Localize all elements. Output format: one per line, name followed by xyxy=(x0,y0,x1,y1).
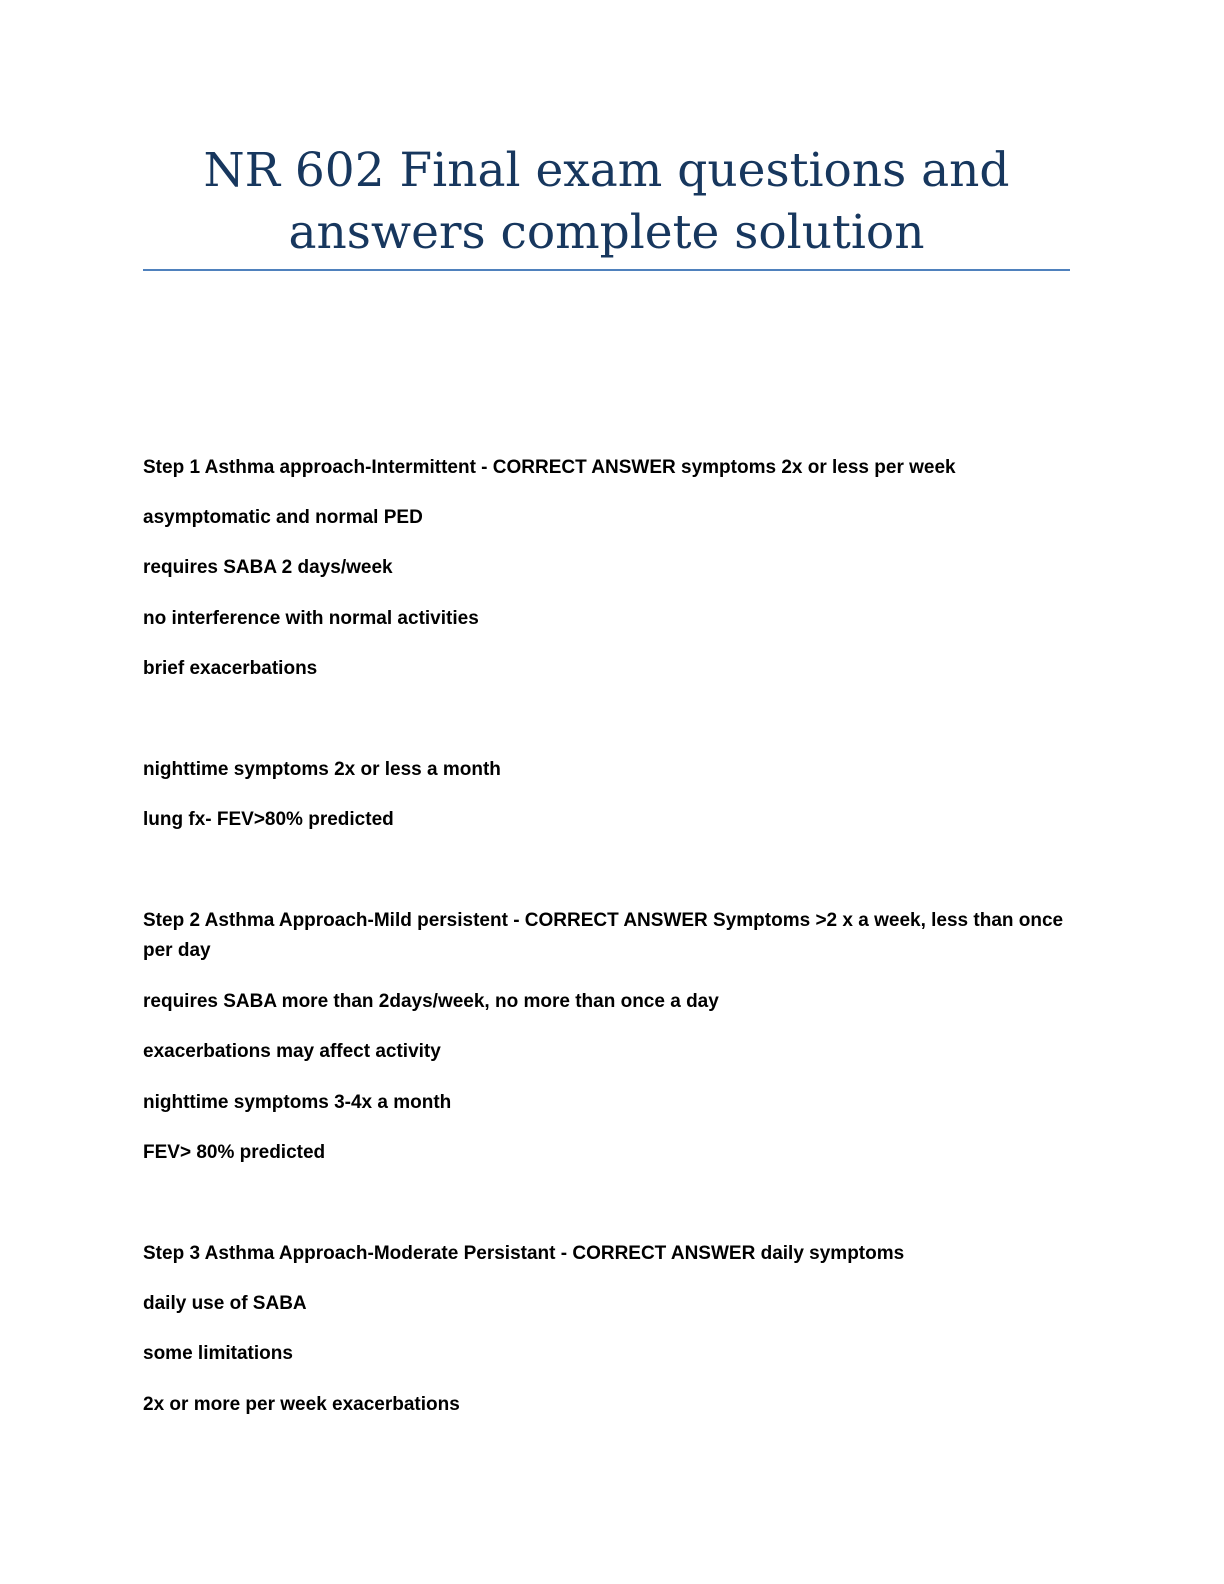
step-2-answer-line: exacerbations may affect activity xyxy=(143,1041,441,1062)
step-1-answer-line: brief exacerbations xyxy=(143,658,318,679)
step-1-answer-line: asymptomatic and normal PED xyxy=(143,507,423,528)
step-3-answer-line: some limitations xyxy=(143,1343,293,1364)
step-3-answer-line: daily use of SABA xyxy=(143,1293,307,1314)
step-1-answer-line: nighttime symptoms 2x or less a month xyxy=(143,759,501,780)
title-underline-rule xyxy=(143,269,1070,271)
step-2-question-line: Step 2 Asthma Approach-Mild persistent - CORRECT ANSWER Symptoms >2 x a week, less than once xyxy=(143,910,1064,931)
step-1-question-line: Step 1 Asthma approach-Intermittent - CORRECT ANSWER symptoms 2x or less per week xyxy=(143,457,956,478)
step-1-answer-line: no interference with normal activities xyxy=(143,608,479,629)
step-3-question-line: Step 3 Asthma Approach-Moderate Persistant - CORRECT ANSWER daily symptoms xyxy=(143,1243,905,1264)
step-2-answer-line: nighttime symptoms 3-4x a month xyxy=(143,1092,452,1113)
step-1-answer-line: requires SABA 2 days/week xyxy=(143,557,393,578)
step-1-answer-line: lung fx- FEV>80% predicted xyxy=(143,809,394,830)
step-2-answer-line: FEV> 80% predicted xyxy=(143,1142,326,1163)
title-line-1: NR 602 Final exam questions and xyxy=(203,143,1010,198)
step-2-answer-line: requires SABA more than 2days/week, no more than once a day xyxy=(143,991,719,1012)
document-title xyxy=(143,140,1070,264)
step-3-answer-line: 2x or more per week exacerbations xyxy=(143,1394,460,1415)
step-2-question-line-continued: per day xyxy=(143,940,211,961)
title-line-2: answers complete solution xyxy=(288,205,925,260)
